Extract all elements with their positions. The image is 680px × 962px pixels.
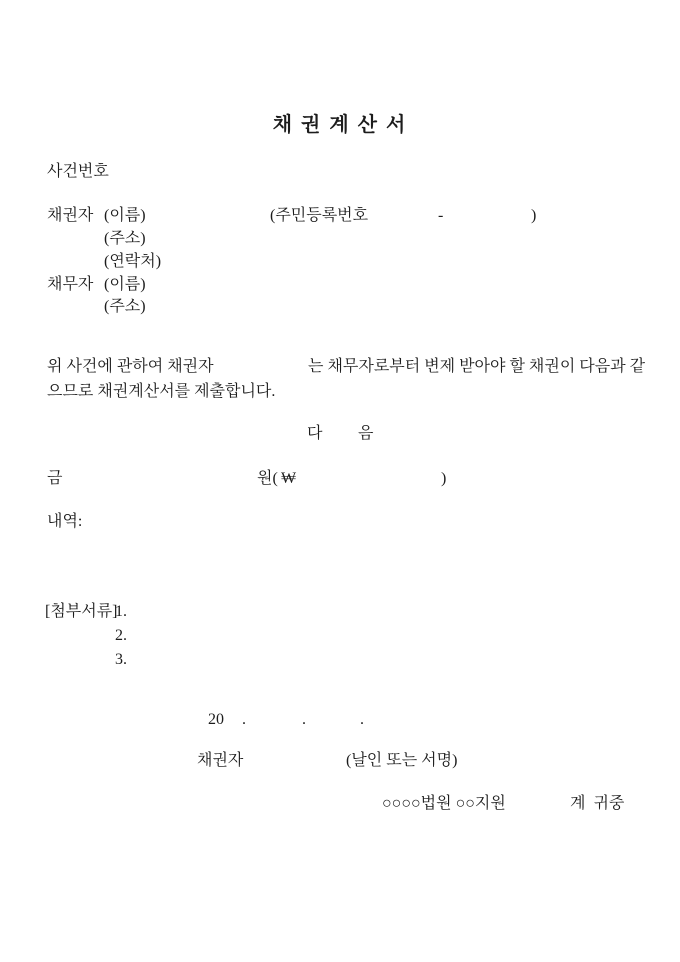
details-label: 내역: [47, 513, 83, 530]
creditor-contact-placeholder: (연락처) [104, 253, 162, 270]
debtor-address-placeholder: (주소) [104, 298, 146, 315]
daum-heading-right: 음 [358, 425, 374, 442]
debtor-label: 채무자 [47, 276, 94, 293]
statement-line2: 으므로 채권계산서를 제출합니다. [47, 383, 276, 400]
document-title: 채 권 계 산 서 [272, 114, 408, 136]
debtor-name-placeholder: (이름) [104, 276, 146, 293]
statement-line1-left: 위 사건에 관하여 채권자 [47, 358, 214, 375]
date-dot-end: . [360, 711, 364, 728]
creditor-rrn-close: ) [531, 207, 537, 224]
seal-note: (날인 또는 서명) [346, 752, 458, 769]
amount-won-open: 원( [257, 470, 278, 487]
creditor-name-placeholder: (이름) [104, 207, 146, 224]
creditor-label: 채권자 [47, 207, 94, 224]
creditor-address-placeholder: (주소) [104, 230, 146, 247]
court-name: ○○○○법원 ○○지원 [382, 795, 506, 812]
amount-label: 금 [47, 470, 63, 487]
creditor-rrn-dash: - [438, 207, 444, 224]
amount-close: ) [441, 470, 447, 487]
court-dept: 계 귀중 [570, 795, 625, 812]
date-dot-month: . [242, 711, 246, 728]
date-dot-day: . [302, 711, 306, 728]
case-number-label: 사건번호 [47, 163, 109, 180]
attachment-item-3: 3. [115, 651, 127, 668]
attachments-label: [첨부서류] [45, 603, 118, 620]
attachment-item-2: 2. [115, 627, 127, 644]
creditor-rrn-label: (주민등록번호 [270, 207, 369, 224]
daum-heading-left: 다 [307, 425, 323, 442]
date-year-prefix: 20 [208, 711, 224, 728]
signature-label: 채권자 [197, 752, 244, 769]
attachment-item-1: 1. [115, 603, 127, 620]
won-symbol: ₩ [281, 470, 297, 487]
statement-line1-right: 는 채무자로부터 변제 받아야 할 채권이 다음과 같 [308, 358, 646, 375]
